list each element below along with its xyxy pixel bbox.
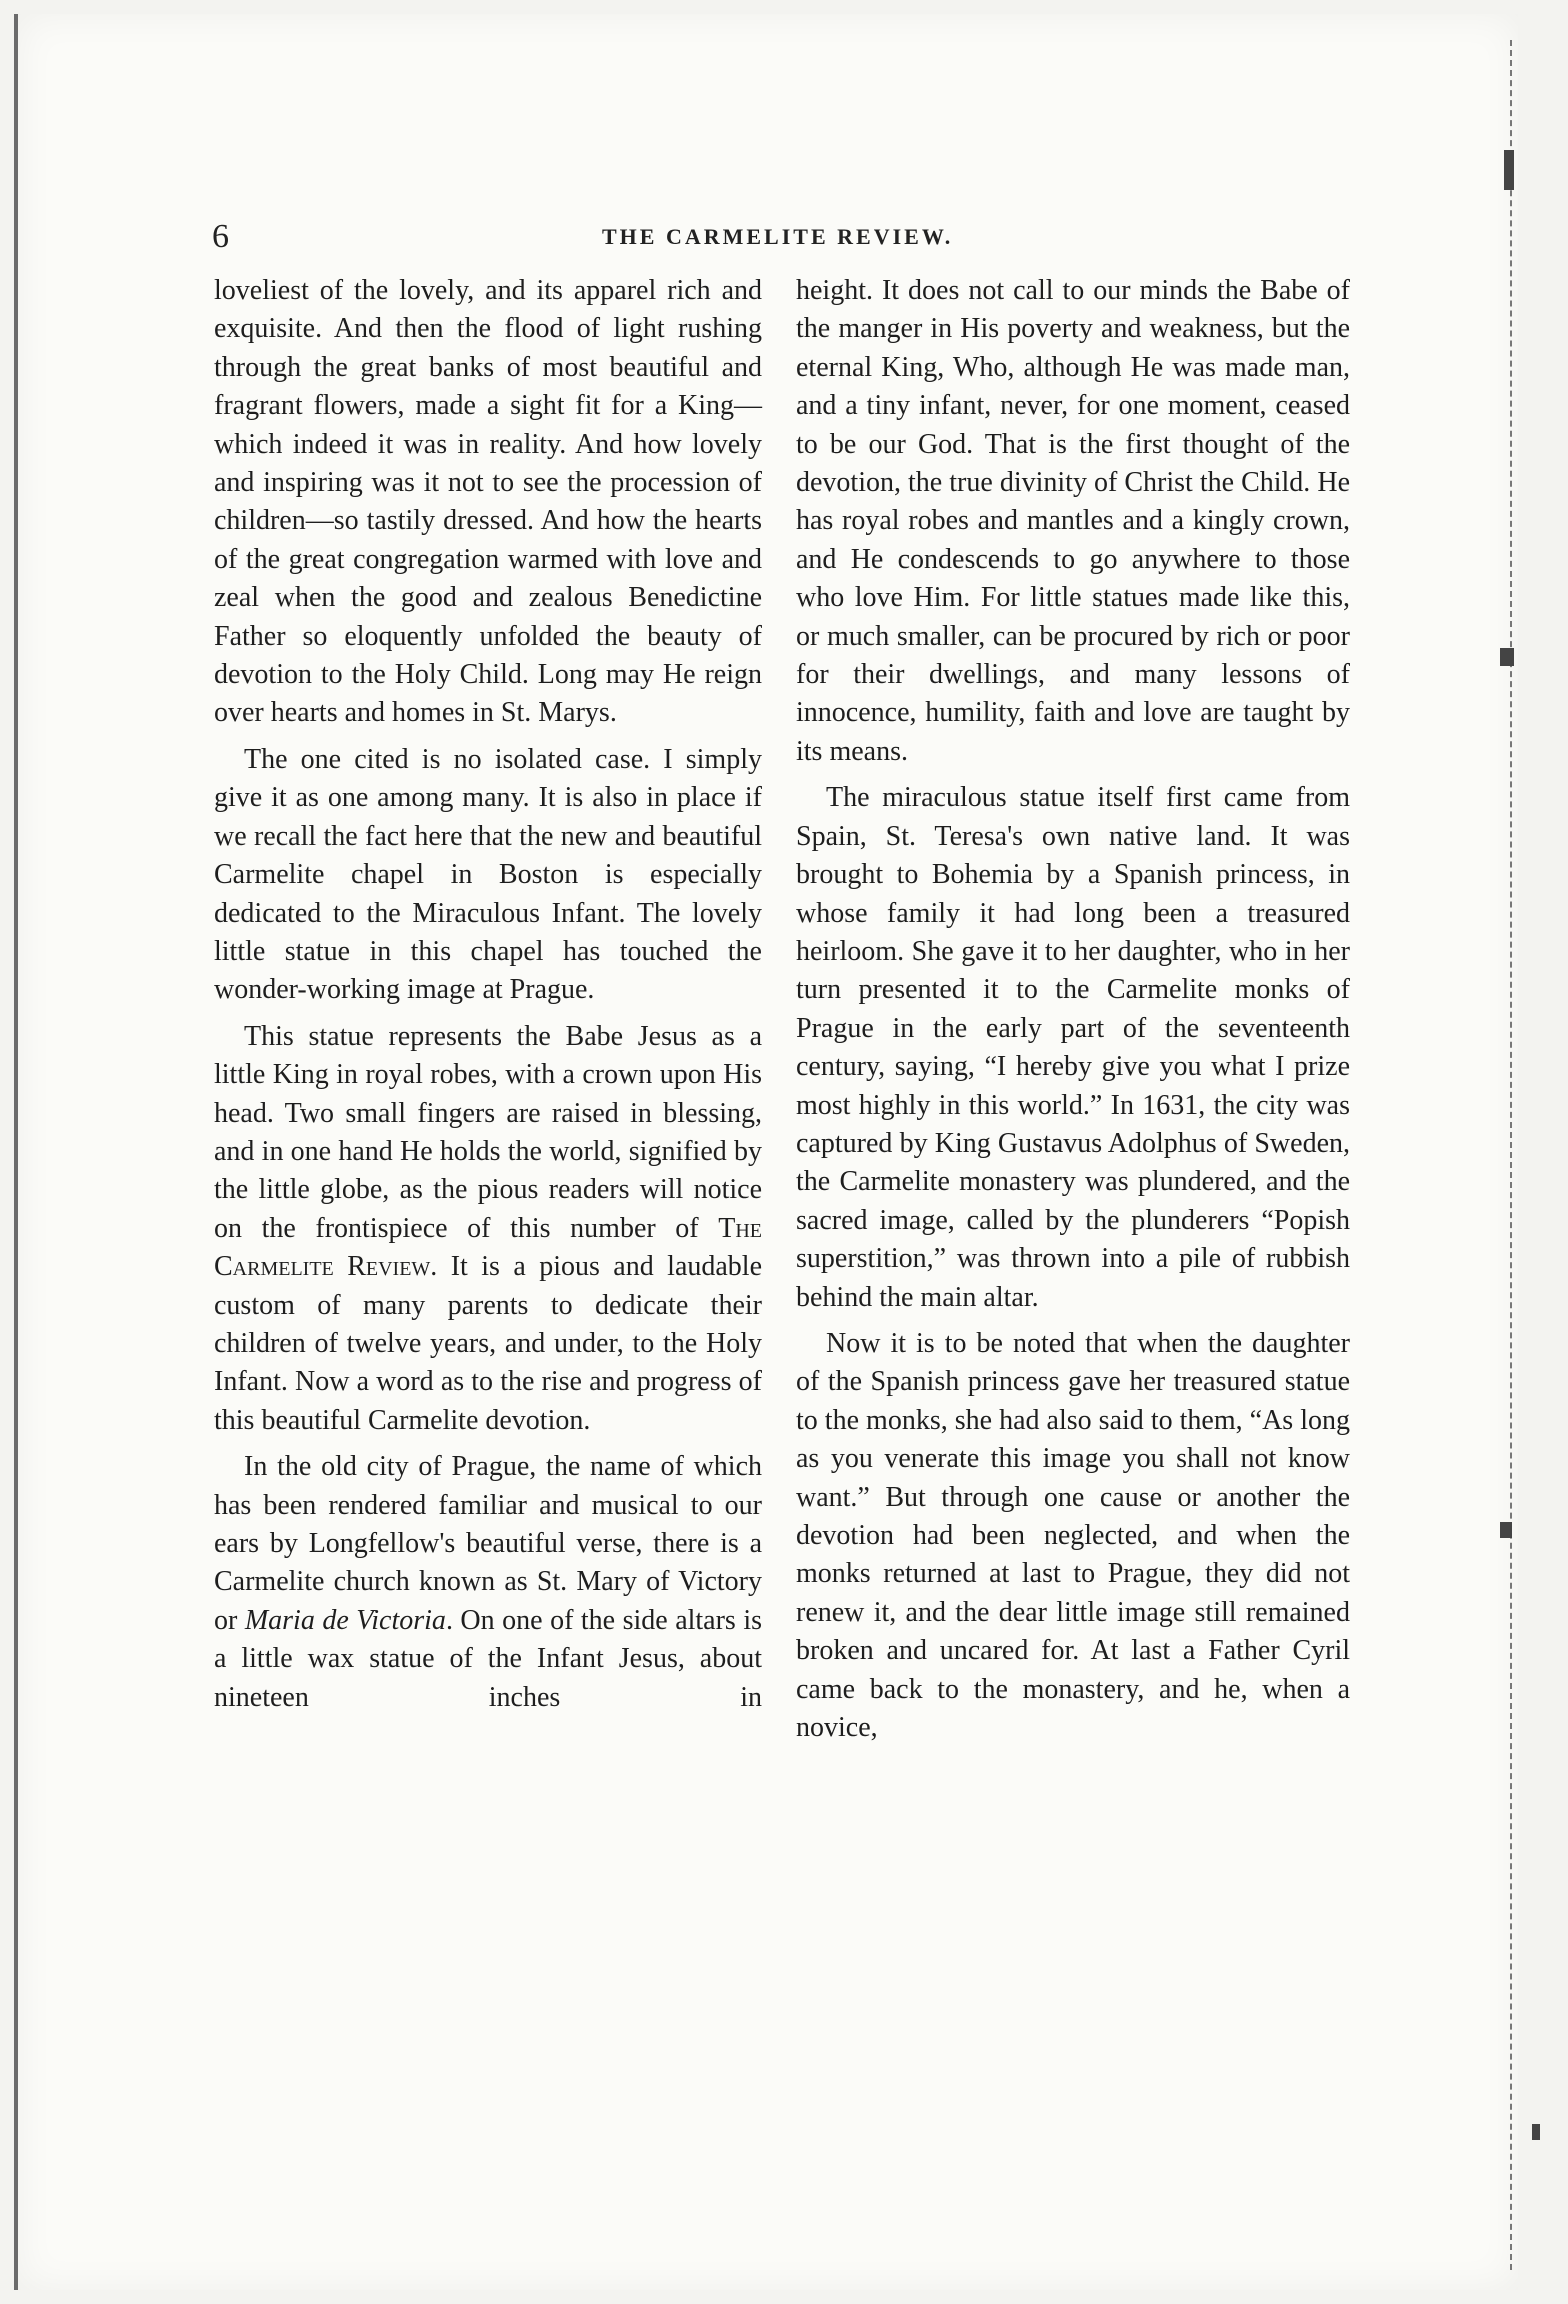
paragraph-text: . On one of the side altars is a little wax statue of the Infant Jesus, about nineteen inches in [214, 1604, 762, 1713]
binding-mark-top [1504, 150, 1514, 190]
paragraph-text: This statue represents the Babe Jesus as a little King in royal robes, with a crown upon His head. Two small fingers are raised in blessing, and in one hand He holds the world, signified by the little globe, as the pious readers will notice on the frontispiece of this number of [214, 1020, 762, 1244]
italic-name: Maria de Victoria [244, 1604, 446, 1636]
paragraph: height. It does not call to our minds the Babe of the manger in His poverty and weakness, but the eternal King, Who, although He was made man, and a tiny infant, never, for one moment, ceased to be our God. That is the first thought of the devotion, the true divinity of Christ the Child. He has royal robes and mantles and a kingly crown, and He condescends to go anywhere to those who love Him. For little statues made like this, or much smaller, can be procured by rich or poor for their dwellings, and many lessons of innocence, humility, faith and love are taught by its means. [796, 275, 1350, 767]
paragraph [214, 1448, 762, 1717]
running-title: THE CARMELITE REVIEW. [602, 224, 954, 249]
journal-title: The Carmelite Review [214, 1212, 762, 1283]
paragraph-text: In the old city of Prague, the name of which has been rendered familiar and musical to our ears by Longfellow's beautiful verse, there is a Carmelite church known as St. Mary of Victory or [214, 1451, 762, 1636]
page-header [212, 218, 1342, 258]
right-column [796, 272, 1350, 1747]
page-edge [1510, 40, 1518, 2270]
paragraph: The one cited is no isolated case. I simply give it as one among many. It is also in place if we recall the fact here that the new and beautiful Carmelite chapel in Boston is especially dedicated to the Miraculous Infant. The lovely little statue in this chapel has touched the wonder-working image at Prague. [214, 743, 762, 1006]
paragraph: The miraculous statue itself first came from Spain, St. Teresa's own native land. It was brought to Bohemia by a Spanish princess, in whose family it had long been a treasured heirloom. She gave it to her daughter, who in her turn presented it to the Carmelite monks of Prague in the early part of the seventeenth century, saying, “I hereby give you what I prize most highly in this world.” In 1631, the city was captured by King Gustavus Adolphus of Sweden, the Carmelite monastery was plundered, and the sacred image, called by the plunderers “Popish superstition,” was thrown into a pile of rubbish behind the main altar. [796, 782, 1350, 1313]
paragraph: loveliest of the lovely, and its apparel rich and exquisite. And then the flood of light rushing through the great banks of most beautiful and fragrant flowers, made a sight fit for a King—which indeed it was in reality. And how lovely and inspiring was it not to see the procession of children—so tastily dressed. And how the hearts of the great congregation warmed with love and zeal when the good and zealous Benedictine Father so eloquently unfolded the beauty of devotion to the Holy Child. Long may He reign over hearts and homes in St. Marys. [214, 275, 762, 729]
paragraph: Now it is to be noted that when the daughter of the Spanish princess gave her treasured statue to the monks, she had also said to them, “As long as you venerate this image you shall not know want.” But through one cause or another the devotion had been neglected, and when the monks returned at last to Prague, they did not renew it, and the dear little image still remained broken and uncared for. At last a Father Cyril came back to the monastery, and he, when a novice, [796, 1327, 1350, 1744]
paragraph-text: . It is a pious and laudable custom of many parents to dedicate their children of twelve years, and under, to the Holy Infant. Now a word as to the rise and progress of this beautiful Carmelite devotion. [214, 1251, 763, 1436]
binding-mark-bottom [1532, 2124, 1540, 2140]
left-column [214, 272, 762, 1717]
paragraph [214, 1018, 762, 1440]
page-number: 6 [212, 218, 229, 255]
binding-mark-lower [1500, 1522, 1512, 1538]
binding-mark-middle [1500, 648, 1514, 666]
